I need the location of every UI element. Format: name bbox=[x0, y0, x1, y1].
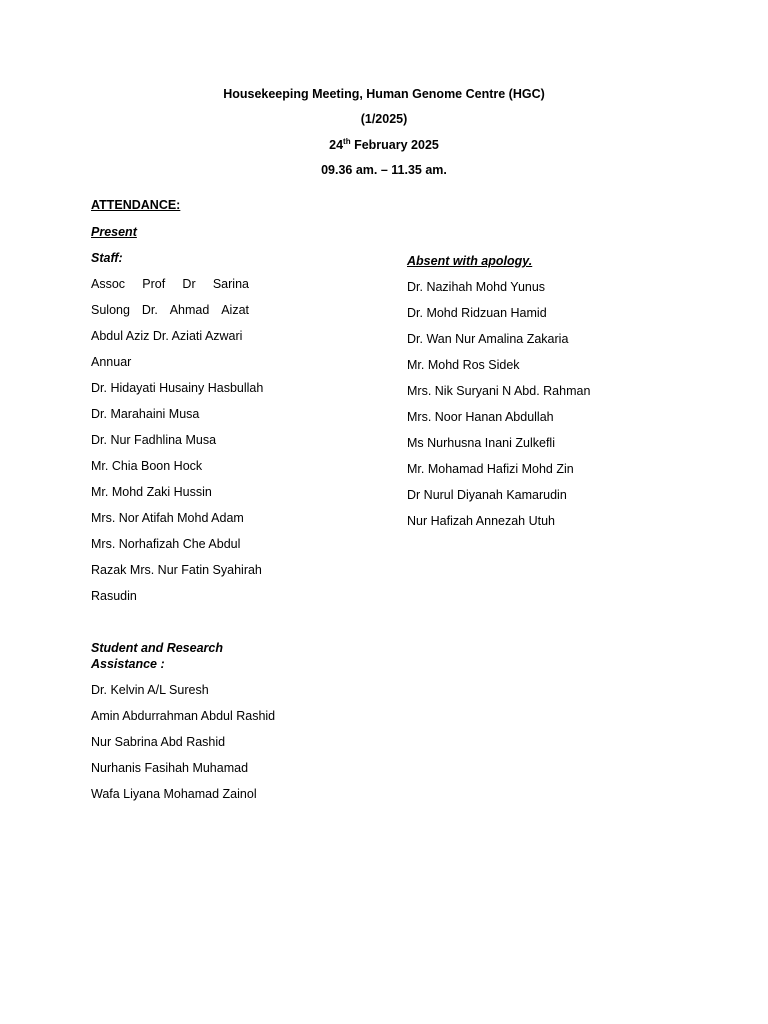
staff-line: Mr. Chia Boon Hock bbox=[91, 459, 203, 473]
date-suffix: th bbox=[343, 136, 351, 146]
absent-name: Mrs. Noor Hanan Abdullah bbox=[407, 410, 554, 424]
staff-word: Sarina bbox=[212, 277, 249, 291]
student-name: Nur Sabrina Abd Rashid bbox=[91, 735, 226, 749]
student-name: Dr. Kelvin A/L Suresh bbox=[91, 683, 209, 697]
absent-name: Mrs. Nik Suryani N Abd. Rahman bbox=[407, 384, 591, 398]
meeting-number: (1/2025) bbox=[360, 112, 408, 126]
student-name: Nurhanis Fasihah Muhamad bbox=[91, 761, 249, 775]
staff-line: Mrs. Nor Atifah Mohd Adam bbox=[91, 511, 244, 525]
meeting-title: Housekeeping Meeting, Human Genome Centre (HGC) bbox=[223, 87, 545, 101]
staff-word: Aizat bbox=[221, 303, 249, 317]
date-rest: February 2025 bbox=[350, 138, 439, 152]
attendance-heading: ATTENDANCE: bbox=[91, 198, 181, 212]
absent-name: Ms Nurhusna Inani Zulkefli bbox=[407, 436, 555, 450]
absent-name: Mr. Mohamad Hafizi Mohd Zin bbox=[407, 462, 574, 476]
staff-word: Assoc bbox=[91, 277, 126, 291]
staff-line: Razak Mrs. Nur Fatin Syahirah bbox=[91, 563, 262, 577]
meeting-date bbox=[0, 137, 768, 153]
staff-line: Annuar bbox=[91, 355, 132, 369]
present-heading: Present bbox=[91, 225, 137, 239]
staff-line: Dr. Nur Fadhlina Musa bbox=[91, 433, 217, 447]
staff-line: Mrs. Norhafizah Che Abdul bbox=[91, 537, 241, 551]
absent-name: Dr. Wan Nur Amalina Zakaria bbox=[407, 332, 569, 346]
staff-word: Dr. bbox=[141, 303, 158, 317]
absent-name: Dr Nurul Diyanah Kamarudin bbox=[407, 488, 567, 502]
staff-line bbox=[91, 276, 249, 302]
present-column bbox=[91, 224, 291, 812]
staff-word: Sulong bbox=[91, 303, 130, 317]
staff-heading: Staff: bbox=[91, 251, 123, 265]
absent-name: Dr. Mohd Ridzuan Hamid bbox=[407, 306, 547, 320]
students-heading: Student and Research Assistance : bbox=[91, 641, 223, 671]
staff-line bbox=[91, 302, 249, 328]
staff-word: Ahmad bbox=[169, 303, 210, 317]
absent-name: Dr. Nazihah Mohd Yunus bbox=[407, 280, 546, 294]
absent-name: Mr. Mohd Ros Sidek bbox=[407, 358, 520, 372]
absent-heading: Absent with apology. bbox=[407, 254, 533, 268]
staff-line: Dr. Hidayati Husainy Hasbullah bbox=[91, 381, 264, 395]
date-day: 24 bbox=[329, 138, 344, 152]
absent-column bbox=[407, 253, 667, 539]
absent-name: Nur Hafizah Annezah Utuh bbox=[407, 514, 556, 528]
staff-line: Rasudin bbox=[91, 589, 137, 603]
staff-line: Mr. Mohd Zaki Hussin bbox=[91, 485, 212, 499]
student-name: Amin Abdurrahman Abdul Rashid bbox=[91, 709, 276, 723]
staff-word: Dr bbox=[182, 277, 196, 291]
meeting-time: 09.36 am. – 11.35 am. bbox=[321, 163, 447, 177]
student-name: Wafa Liyana Mohamad Zainol bbox=[91, 787, 257, 801]
staff-word: Prof bbox=[142, 277, 166, 291]
section-gap bbox=[91, 614, 291, 640]
staff-line: Dr. Marahaini Musa bbox=[91, 407, 200, 421]
staff-line: Abdul Aziz Dr. Aziati Azwari bbox=[91, 329, 243, 343]
